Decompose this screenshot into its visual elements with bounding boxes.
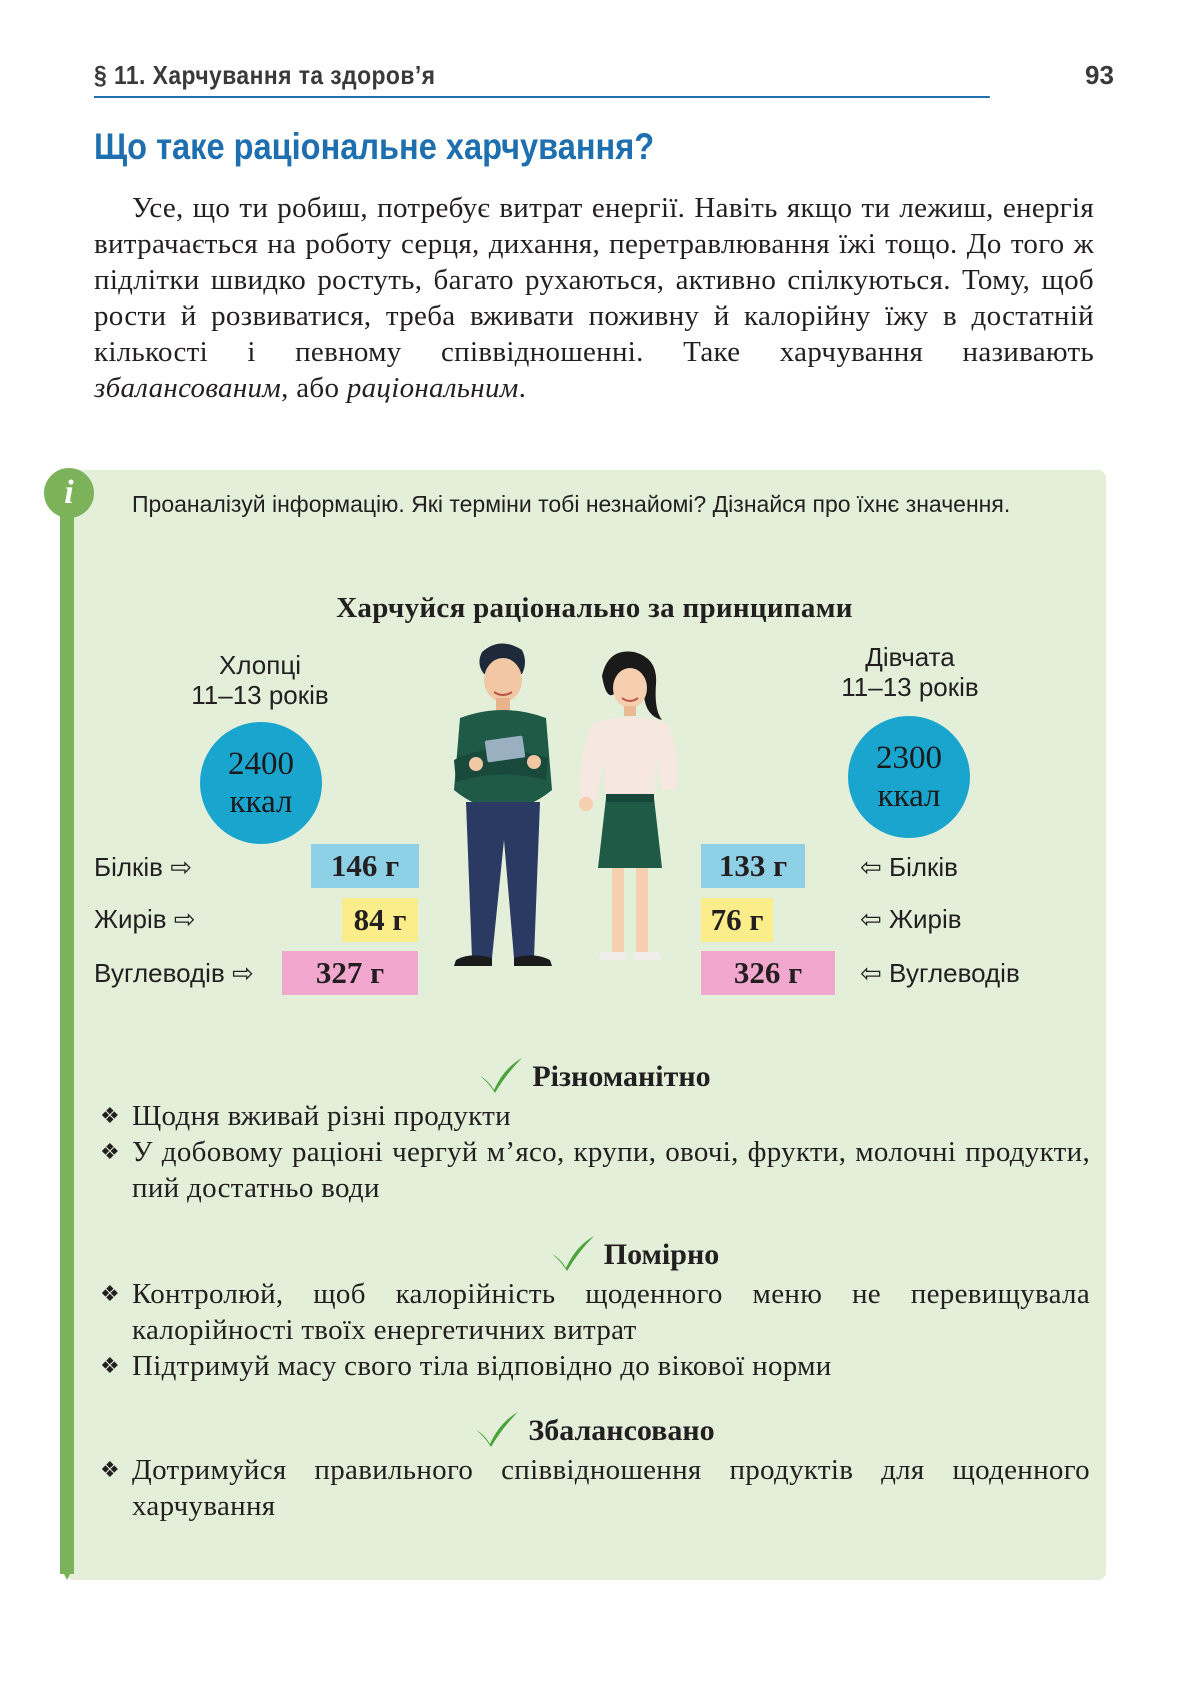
boys-carbs-value: 327 г bbox=[282, 951, 418, 995]
principle-2-label: Помірно bbox=[603, 1238, 720, 1271]
principle-1-label: Різноманітно bbox=[532, 1060, 711, 1093]
boys-kcal-circle bbox=[200, 722, 322, 844]
boys-kcal-value: 2400 bbox=[228, 746, 294, 782]
principle-2-list bbox=[100, 1276, 1090, 1384]
intro-text: Усе, що ти робиш, потребує витрат енергії. Навіть якщо ти лежиш, енергія витрачається на роботу серця, дихання, перетравлювання їжі тощо. До того ж підлітки швидко ростуть, багато рухаються, активно спілкуються. Тому, щоб рости й розвиватися, треба вживати поживну й калорійну їжу в достатній кількості і певному співвідношенні. Таке харчування називають bbox=[94, 192, 1094, 368]
diamond-bullet-icon: ❖ bbox=[100, 1103, 121, 1128]
girls-carbs-value: 326 г bbox=[701, 951, 835, 995]
principle-3-title bbox=[0, 1410, 1189, 1448]
intro-paragraph bbox=[94, 190, 1094, 406]
girls-kcal-value: 2300 bbox=[876, 740, 942, 776]
boys-protein-value: 146 г bbox=[311, 844, 419, 888]
infographic-title: Харчуйся раціонально за принципами bbox=[336, 592, 853, 624]
girls-protein-label: ⇦ Білків bbox=[860, 852, 958, 882]
info-box-stripe bbox=[60, 470, 74, 1574]
diamond-bullet-icon: ❖ bbox=[100, 1457, 121, 1482]
list-item bbox=[100, 1348, 1090, 1384]
list-item-text: У добовому раціоні чергуй м’ясо, крупи, овочі, фрукти, молочні продукти, пий достатньо води bbox=[132, 1136, 1090, 1204]
checkmark-icon bbox=[478, 1056, 524, 1094]
girls-label-line1: Дівчата bbox=[865, 642, 955, 672]
teen-figures-illustration bbox=[430, 640, 700, 990]
intro-text-end: . bbox=[518, 372, 527, 404]
list-item-text: Підтримуй масу свого тіла відповідно до вікової норми bbox=[132, 1350, 832, 1382]
boys-kcal-unit: ккал bbox=[229, 784, 293, 820]
girls-fat-label: ⇦ Жирів bbox=[860, 904, 962, 934]
list-item bbox=[100, 1098, 1090, 1134]
diamond-bullet-icon: ❖ bbox=[100, 1281, 121, 1306]
principle-2-title bbox=[0, 1234, 1189, 1272]
principle-1-title bbox=[0, 1056, 1189, 1094]
chapter-title: § 11. Харчування та здоров’я bbox=[94, 60, 436, 90]
principle-1-list bbox=[100, 1098, 1090, 1206]
girls-kcal-unit: ккал bbox=[877, 778, 941, 814]
boys-label-line2: 11–13 років bbox=[191, 680, 329, 710]
checkmark-icon bbox=[474, 1410, 520, 1448]
girls-fat-value: 76 г bbox=[701, 898, 773, 942]
girls-carbs-label: ⇦ Вуглеводів bbox=[860, 958, 1020, 988]
term-balanced: збалансованим bbox=[94, 372, 282, 404]
list-item-text: Контролюй, щоб калорійність щоденного меню не перевищувала калорійності твоїх енергетичних витрат bbox=[132, 1278, 1090, 1346]
section-title: Що таке раціональне харчування? bbox=[94, 126, 655, 167]
diamond-bullet-icon: ❖ bbox=[100, 1139, 121, 1164]
list-item-text: Щодня вживай різні продукти bbox=[132, 1100, 511, 1132]
girl-figure bbox=[579, 652, 678, 961]
checkmark-icon bbox=[550, 1234, 596, 1272]
boys-fat-value: 84 г bbox=[342, 898, 418, 942]
term-rational: раціональним bbox=[346, 372, 519, 404]
principle-3-list bbox=[100, 1452, 1090, 1524]
principle-3-label: Збалансовано bbox=[528, 1414, 715, 1447]
diamond-bullet-icon: ❖ bbox=[100, 1353, 121, 1378]
page-number: 93 bbox=[1085, 60, 1114, 90]
intro-text-mid: , або bbox=[281, 372, 347, 404]
list-item bbox=[100, 1276, 1090, 1348]
boys-fat-label: Жирів ⇨ bbox=[94, 904, 196, 934]
boy-figure bbox=[454, 643, 552, 966]
girls-kcal-circle bbox=[848, 716, 970, 838]
info-icon: i bbox=[44, 468, 94, 518]
task-text: Проаналізуй інформацію. Які терміни тобі незнайомі? Дізнайся про їхнє значення. bbox=[132, 491, 1011, 517]
stripe-arrow-icon bbox=[60, 1566, 74, 1580]
boys-protein-label: Білків ⇨ bbox=[94, 852, 192, 882]
running-header bbox=[94, 56, 990, 98]
list-item bbox=[100, 1452, 1090, 1524]
girls-protein-value: 133 г bbox=[701, 844, 805, 888]
list-item bbox=[100, 1134, 1090, 1206]
boys-label-line1: Хлопці bbox=[218, 650, 301, 680]
girls-label bbox=[790, 642, 1030, 702]
list-item-text: Дотримуйся правильного співвідношення продуктів для щоденного харчування bbox=[132, 1454, 1090, 1522]
boys-carbs-label: Вуглеводів ⇨ bbox=[94, 958, 254, 988]
boys-label bbox=[140, 650, 380, 710]
girls-label-line2: 11–13 років bbox=[841, 672, 979, 702]
